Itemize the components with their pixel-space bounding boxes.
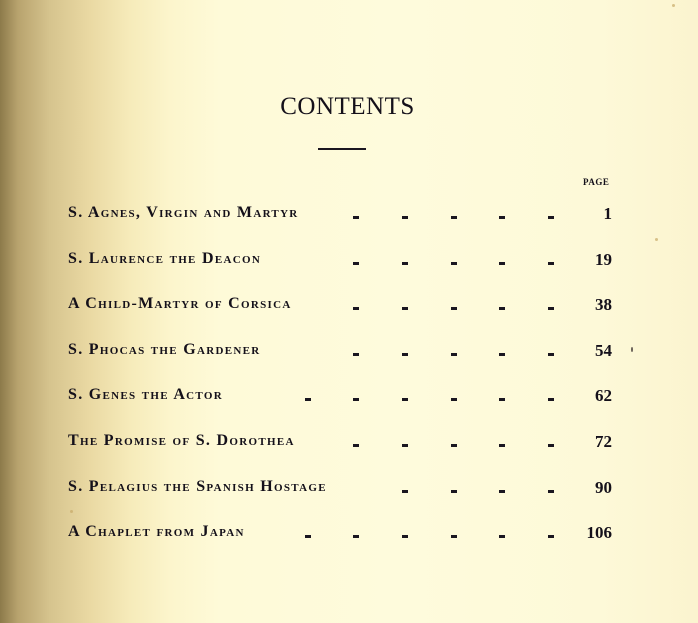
entry-title: S. Genes the Actor: [68, 386, 223, 403]
leader-dash: [499, 353, 505, 356]
page-title: CONTENTS: [280, 92, 415, 120]
leader-dash: [402, 353, 408, 356]
entry-page-number: 62: [595, 386, 612, 405]
toc-entry[interactable]: [0, 432, 698, 456]
paper-speck: [70, 510, 73, 513]
leader-dash: [353, 307, 359, 310]
leader-dash: [353, 444, 359, 447]
leader-dash: [451, 535, 457, 538]
paper-speck: [655, 238, 658, 241]
leader-dash: [353, 353, 359, 356]
entry-title: S. Pelagius the Spanish Hostage: [68, 478, 327, 495]
toc-entry[interactable]: [0, 295, 698, 319]
leader-dash: [353, 535, 359, 538]
entry-title: S. Phocas the Gardener: [68, 341, 261, 358]
title-rule: [318, 148, 366, 150]
leader-dash: [548, 216, 554, 219]
leader-dash: [451, 262, 457, 265]
entry-page-number: 90: [595, 478, 612, 497]
leader-dash: [451, 444, 457, 447]
toc-entry[interactable]: [0, 341, 698, 365]
entry-page-number: 106: [586, 523, 612, 542]
leader-dash: [499, 398, 505, 401]
leader-dash: [305, 398, 311, 401]
entry-title: A Child-Martyr of Corsica: [68, 295, 292, 312]
leader-dash: [499, 490, 505, 493]
leader-dash: [499, 535, 505, 538]
toc-entry[interactable]: [0, 386, 698, 410]
leader-dash: [402, 262, 408, 265]
page-column-label: PAGE: [583, 177, 610, 187]
leader-dash: [451, 398, 457, 401]
leader-dash: [353, 262, 359, 265]
leader-dash: [402, 444, 408, 447]
leader-dash: [353, 398, 359, 401]
leader-dash: [548, 535, 554, 538]
leader-dash: [548, 444, 554, 447]
leader-dash: [451, 353, 457, 356]
leader-dash: [402, 307, 408, 310]
leader-dash: [451, 307, 457, 310]
leader-dash: [402, 398, 408, 401]
entry-title: The Promise of S. Dorothea: [68, 432, 295, 449]
leader-dash: [402, 535, 408, 538]
entry-page-number: 1: [603, 204, 612, 223]
leader-dash: [499, 444, 505, 447]
entry-title: A Chaplet from Japan: [68, 523, 245, 540]
entry-title: S. Agnes, Virgin and Martyr: [68, 204, 299, 221]
leader-dash: [305, 535, 311, 538]
leader-dash: [548, 490, 554, 493]
leader-dash: [451, 490, 457, 493]
toc-entry[interactable]: [0, 204, 698, 228]
leader-dash: [499, 307, 505, 310]
paper-speck: [672, 4, 675, 7]
leader-dash: [451, 216, 457, 219]
leader-dash: [548, 262, 554, 265]
entry-page-number: 38: [595, 295, 612, 314]
leader-dash: [402, 490, 408, 493]
leader-dash: [353, 216, 359, 219]
leader-dash: [402, 216, 408, 219]
toc-entry[interactable]: [0, 478, 698, 502]
leader-dash: [499, 216, 505, 219]
leader-dash: [548, 307, 554, 310]
toc-entry[interactable]: [0, 523, 698, 547]
leader-dash: [548, 398, 554, 401]
entry-page-number: 72: [595, 432, 612, 451]
entry-page-number: 54: [595, 341, 612, 360]
entry-title: S. Laurence the Deacon: [68, 250, 262, 267]
leader-dash: [499, 262, 505, 265]
entry-page-number: 19: [595, 250, 612, 269]
leader-dash: [548, 353, 554, 356]
toc-entry[interactable]: [0, 250, 698, 274]
